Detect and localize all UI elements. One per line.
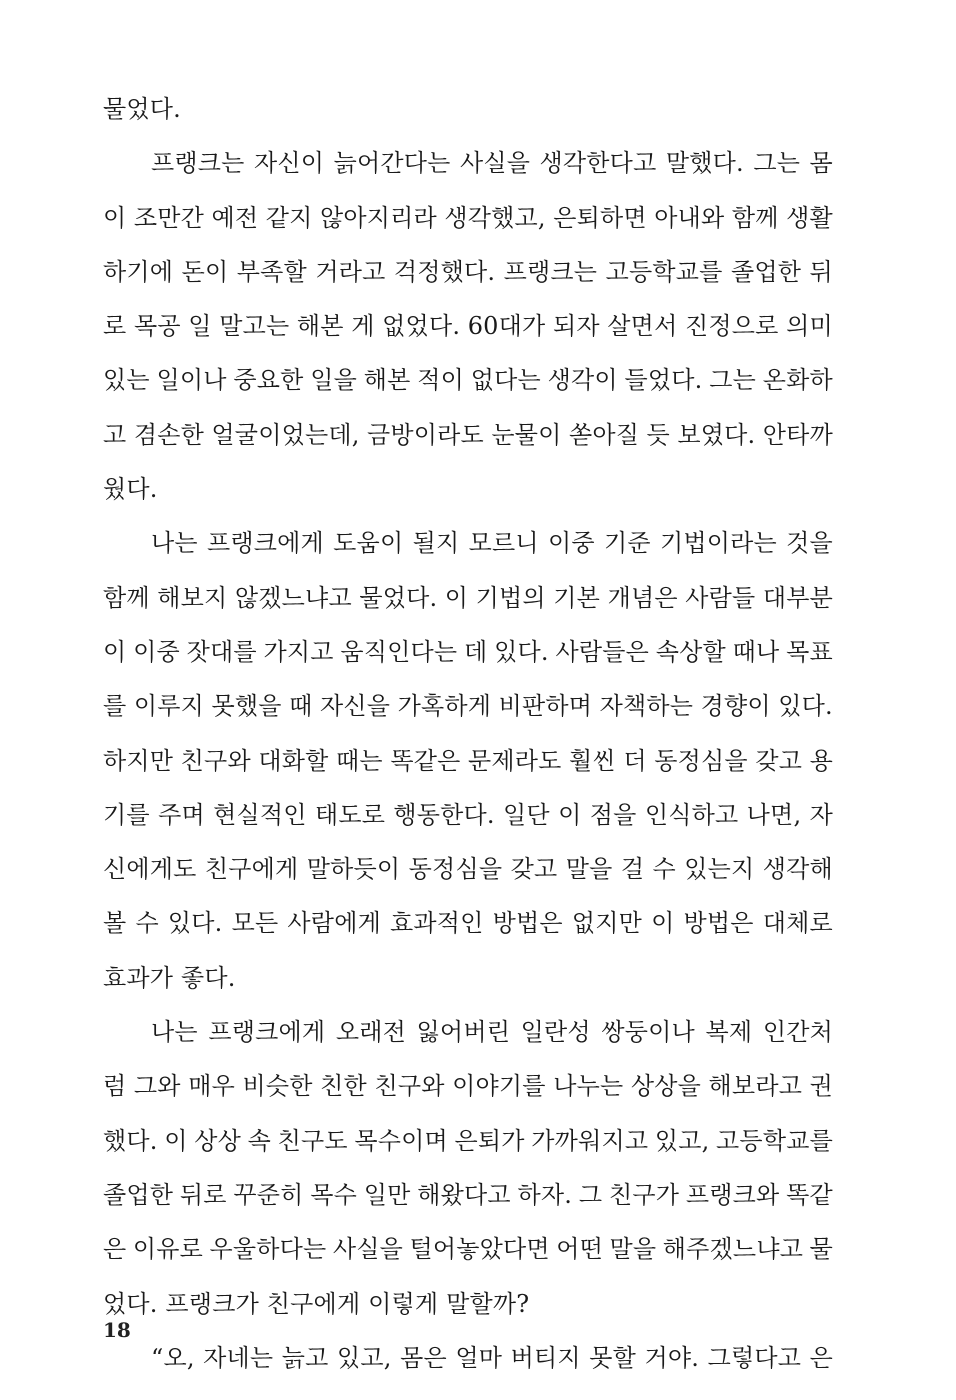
word: 졸업한	[103, 1180, 174, 1209]
word: 더	[623, 746, 647, 775]
word: 게	[351, 312, 375, 341]
word: 않겠느냐고	[234, 583, 352, 612]
word: 나는	[151, 529, 198, 558]
word: “오,	[151, 1343, 195, 1372]
word: 친구와	[374, 1072, 445, 1101]
word: 없었다.	[382, 312, 461, 341]
word: 프랭크와	[685, 1180, 780, 1209]
word: 이	[651, 909, 675, 938]
word: 은	[103, 1235, 127, 1264]
word: 생각한다고	[539, 149, 657, 178]
word: 일이나	[156, 366, 227, 395]
word: 걸	[620, 855, 645, 884]
word: 기법의	[475, 583, 546, 612]
word: 안타까	[762, 420, 833, 449]
word: 말을	[565, 855, 613, 884]
word: 친구가	[608, 1180, 680, 1209]
word: 프랭크는	[503, 257, 598, 286]
word: 뒤	[809, 257, 833, 286]
word: 되자	[552, 312, 600, 341]
word: 목공	[133, 312, 181, 341]
word: 동정심을	[408, 855, 503, 884]
word: 보였다.	[677, 420, 756, 449]
text-line: 웠다.	[103, 475, 158, 504]
text-line	[103, 413, 833, 467]
word: 수	[652, 855, 676, 884]
word: 있는	[103, 366, 150, 395]
word: 인식하고	[644, 800, 739, 829]
word: 뒤로	[179, 1180, 227, 1209]
word: 늙고	[281, 1343, 329, 1372]
text-line	[103, 1336, 833, 1390]
word: 일	[188, 312, 212, 341]
word: 꾸준히	[233, 1180, 304, 1209]
word: 때나	[732, 637, 780, 666]
word: 목표	[786, 637, 833, 666]
text-line	[103, 1064, 833, 1118]
word: 개념은	[607, 583, 678, 612]
word: 자네는	[203, 1343, 274, 1372]
word: 있다.	[778, 692, 833, 721]
word: 살면서	[607, 312, 678, 341]
word: 효과적인	[390, 909, 484, 938]
word: 은퇴하면	[553, 203, 647, 232]
word: 어떤	[556, 1235, 604, 1264]
word: 고	[103, 420, 127, 449]
text-line: 효과가 좋다.	[103, 963, 236, 992]
word: 함께	[103, 583, 150, 612]
word: 눈물이	[491, 420, 562, 449]
word: 금방이라도	[367, 420, 484, 449]
word: 점을	[589, 800, 637, 829]
word: 아내와	[654, 203, 725, 232]
word: 기준	[603, 529, 651, 558]
word: 하지만	[103, 746, 174, 775]
word: 똑같	[786, 1180, 833, 1209]
word: 이중	[133, 637, 180, 666]
word: 없지만	[571, 909, 643, 938]
word: 못할	[589, 1343, 637, 1372]
word: 생활	[786, 203, 833, 232]
word: 목수이며	[354, 1126, 448, 1155]
word: 우울하다는	[209, 1235, 327, 1264]
word: 이유로	[132, 1235, 204, 1264]
word: 매우	[188, 1072, 235, 1101]
word: 그는	[753, 149, 801, 178]
text-line	[103, 1119, 833, 1173]
text-line	[103, 1173, 833, 1227]
word: 일단	[503, 800, 550, 829]
word: 없다는	[470, 366, 541, 395]
word: 말하듯이	[306, 855, 401, 884]
word: 해왔다고	[417, 1180, 511, 1209]
word: 생각했고,	[444, 203, 546, 232]
word: 오래전	[335, 1018, 406, 1047]
text-line: 었다. 프랭크가 친구에게 이렇게 말할까?	[103, 1289, 530, 1318]
word: 있는지	[684, 855, 755, 884]
word: 상상을	[630, 1072, 702, 1101]
word: 모르니	[468, 529, 539, 558]
word: 그와	[133, 1072, 181, 1101]
text-line	[103, 793, 833, 847]
word: 말했다.	[665, 149, 744, 178]
word: 훨씬	[569, 746, 616, 775]
word: 은퇴가	[454, 1126, 525, 1155]
word: 생각해	[762, 855, 833, 884]
word: 신에게도	[103, 855, 197, 884]
word: 데	[464, 637, 488, 666]
word: 말고는	[219, 312, 290, 341]
word: 똑같은	[390, 746, 461, 775]
word: 친한	[320, 1072, 367, 1101]
word: 않아지리라	[319, 203, 437, 232]
word: 를	[103, 692, 127, 721]
word: 프랭크에게	[207, 529, 324, 558]
word: 걱정했다.	[393, 257, 496, 286]
word: 중요한	[233, 366, 304, 395]
word: 속상할	[655, 637, 726, 666]
word: 버티지	[510, 1343, 581, 1372]
word: 이	[103, 203, 127, 232]
text-line	[103, 358, 833, 412]
text-line	[103, 630, 833, 684]
word: 해본	[296, 312, 344, 341]
word: 듯	[646, 420, 670, 449]
word: 문제라도	[467, 746, 562, 775]
word: 부족할	[236, 257, 307, 286]
word: 기를	[103, 800, 150, 829]
word: 자	[809, 800, 833, 829]
text-line	[103, 304, 833, 358]
word: 하기에	[103, 257, 174, 286]
word: 얼마	[455, 1343, 503, 1372]
word: 이	[103, 637, 127, 666]
word: 그는	[709, 366, 756, 395]
word: 자신이	[253, 149, 325, 178]
word: 것을	[786, 529, 833, 558]
word: 일만	[363, 1180, 411, 1209]
word: 도움이	[333, 529, 404, 558]
word: 있다.	[494, 637, 549, 666]
word: 잃어버린	[416, 1018, 511, 1047]
word: 그	[578, 1180, 603, 1209]
word: 일란성	[520, 1018, 591, 1047]
word: 대화할	[258, 746, 329, 775]
word: 목수	[310, 1180, 358, 1209]
text-line	[103, 141, 833, 195]
word: 때	[289, 692, 313, 721]
word: 몸은	[400, 1343, 447, 1372]
word: 하자.	[517, 1180, 573, 1209]
word: 거라고	[315, 257, 386, 286]
word: 자책하는	[599, 692, 694, 721]
word: 얼굴이었는데,	[211, 420, 360, 449]
word: 말을	[609, 1235, 657, 1264]
word: 늙어간다는	[333, 149, 451, 178]
word: 기법이라는	[660, 529, 777, 558]
word: 권	[809, 1072, 833, 1101]
word: 방법은	[492, 909, 563, 938]
word: 동정심을	[654, 746, 748, 775]
word: 60대가	[467, 312, 546, 341]
word: 모든	[231, 909, 279, 938]
word: 해보지	[157, 583, 228, 612]
word: 인간처	[762, 1018, 833, 1047]
word: 사람에게	[287, 909, 381, 938]
word: 사실을	[332, 1235, 404, 1264]
word: 있고,	[654, 1126, 710, 1155]
text-line	[103, 1010, 833, 1064]
word: 자신을	[319, 692, 391, 721]
word: 갖고	[510, 855, 558, 884]
word: 주며	[158, 800, 205, 829]
word: 생각이	[547, 366, 618, 395]
body-text	[103, 87, 833, 1390]
word: 진정으로	[685, 312, 779, 341]
word: 럼	[103, 1072, 127, 1101]
word: 쌍둥이나	[601, 1018, 695, 1047]
word: 용	[809, 746, 833, 775]
word: 예전	[211, 203, 259, 232]
word: 이야기를	[452, 1072, 546, 1101]
word: 때는	[336, 746, 383, 775]
word: 이	[558, 800, 582, 829]
word: 함께	[731, 203, 779, 232]
word: 될지	[412, 529, 460, 558]
word: 기본	[553, 583, 601, 612]
word: 해주겠느냐고	[662, 1235, 804, 1264]
word: 물	[809, 1235, 833, 1264]
word: 대체로	[762, 909, 833, 938]
text-line	[103, 684, 833, 738]
word: 겸손한	[133, 420, 204, 449]
word: 고등학교를	[716, 1126, 833, 1155]
word: 이루지	[133, 692, 205, 721]
word: 들었다.	[624, 366, 703, 395]
word: 친구에게	[204, 855, 299, 884]
word: 행동한다.	[393, 800, 495, 829]
word: 경향이	[700, 692, 771, 721]
text-line	[103, 901, 833, 955]
word: 상상	[194, 1126, 241, 1155]
word: 은	[809, 1343, 833, 1372]
word: 수	[135, 909, 159, 938]
word: 물었다.	[359, 583, 438, 612]
word: 이	[444, 583, 469, 612]
word: 볼	[103, 909, 127, 938]
word: 비슷한	[242, 1072, 313, 1101]
word: 적이	[417, 366, 465, 395]
word: 못했을	[211, 692, 282, 721]
word: 같지	[265, 203, 313, 232]
word: 속	[247, 1126, 271, 1155]
word: 조만간	[133, 203, 205, 232]
word: 이중	[547, 529, 595, 558]
word: 온화하	[762, 366, 833, 395]
word: 친구도	[277, 1126, 348, 1155]
word: 고등학교를	[605, 257, 723, 286]
word: 사람들은	[555, 637, 649, 666]
word: 가까워지고	[531, 1126, 649, 1155]
word: 나누는	[553, 1072, 624, 1101]
word: 가혹하게	[397, 692, 492, 721]
word: 털어놓았다면	[409, 1235, 550, 1264]
word: 의미	[786, 312, 833, 341]
word: 일을	[310, 366, 358, 395]
word: 있고,	[337, 1343, 392, 1372]
word: 이	[164, 1126, 188, 1155]
word: 해보라고	[708, 1072, 803, 1101]
text-line	[103, 1227, 833, 1281]
word: 돈이	[181, 257, 229, 286]
word: 사람들	[685, 583, 756, 612]
text-line	[103, 576, 833, 630]
word: 나는	[151, 1018, 198, 1047]
word: 로	[103, 312, 127, 341]
word: 쏟아질	[568, 420, 640, 449]
text-line: 물었다.	[103, 95, 181, 123]
word: 나면,	[746, 800, 802, 829]
word: 가지고	[263, 637, 334, 666]
text-line	[103, 847, 833, 901]
word: 해본	[363, 366, 411, 395]
text-line	[103, 739, 833, 793]
word: 갖고	[755, 746, 803, 775]
word: 잣대를	[186, 637, 257, 666]
word: 복제	[705, 1018, 753, 1047]
word: 그렇다고	[707, 1343, 802, 1372]
word: 졸업한	[730, 257, 802, 286]
word: 있다.	[167, 909, 223, 938]
text-line	[103, 250, 833, 304]
word: 프랭크는	[151, 149, 245, 178]
word: 했다.	[103, 1126, 158, 1155]
word: 움직인다는	[340, 637, 458, 666]
word: 방법은	[683, 909, 754, 938]
page-number: 18	[103, 1318, 131, 1342]
word: 대부분	[762, 583, 833, 612]
text-line	[103, 196, 833, 250]
word: 사실을	[459, 149, 531, 178]
word: 몸	[809, 149, 833, 178]
word: 프랭크에게	[208, 1018, 326, 1047]
word: 친구와	[180, 746, 251, 775]
word: 비판하며	[498, 692, 593, 721]
text-line	[103, 521, 833, 575]
word: 태도로	[314, 800, 386, 829]
word: 거야.	[644, 1343, 700, 1372]
word: 현실적인	[213, 800, 307, 829]
